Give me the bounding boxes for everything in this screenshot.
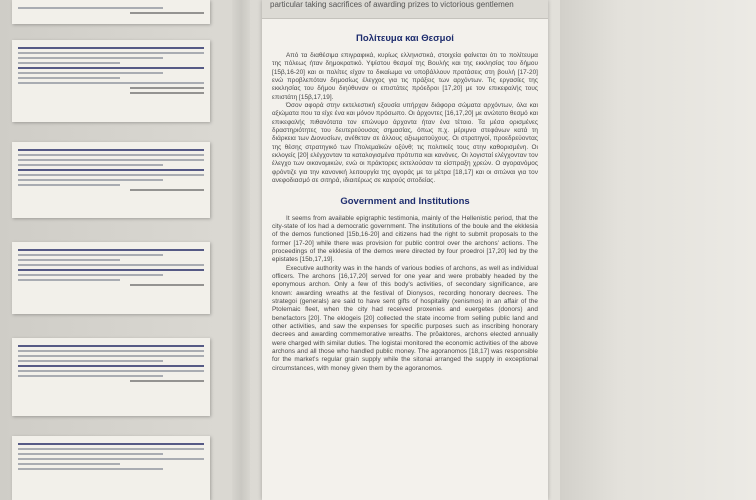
plaque-text-line <box>18 370 204 372</box>
plaque-text-line <box>18 360 163 362</box>
plaque-text-line <box>18 279 120 281</box>
plaque-title-line <box>18 67 204 69</box>
plaque-text-line <box>18 264 204 266</box>
plaque-text-line <box>18 375 163 377</box>
label-plaque-5 <box>12 338 210 416</box>
label-plaque-3 <box>12 142 210 218</box>
plaque-text-line <box>130 87 204 89</box>
plaque-text-line <box>18 52 204 54</box>
plaque-text-line <box>18 184 120 186</box>
plaque-text-line <box>130 92 204 94</box>
plaque-text-line <box>18 159 204 161</box>
plaque-text-line <box>18 274 163 276</box>
plaque-title-line <box>18 345 204 347</box>
plaque-text-line <box>18 259 120 261</box>
label-plaque-2 <box>12 40 210 122</box>
plaque-text-line <box>18 355 204 357</box>
plaque-text-line <box>18 448 204 450</box>
plaque-text-line <box>130 12 204 14</box>
plaque-text-line <box>18 82 204 84</box>
plaque-text-line <box>18 164 163 166</box>
plaque-text-line <box>18 72 163 74</box>
label-plaque-1 <box>12 0 210 24</box>
plaque-text-line <box>18 174 204 176</box>
plaque-text-line <box>130 284 204 286</box>
label-plaque-4 <box>12 242 210 314</box>
label-plaque-6 <box>12 436 210 500</box>
plaque-title-line <box>18 149 204 151</box>
plaque-title-line <box>18 443 204 445</box>
plaque-text-line <box>18 154 204 156</box>
top-strip: particular taking sacrifices of awarding prizes to victorious gentlemen <box>262 0 548 19</box>
plaque-title-line <box>18 169 204 171</box>
greek-paragraph-2: Όσον αφορά στην εκτελεστική εξουσία υπήρχαν διάφορα σώματα αρχόντων, όλα και αξιώματα που τα είχε ένα και μόνον πρόσωπο. Οι άρχοντες [16,17,20] με ανώτατο θεσμό και επικεφαλής πιθανότατα τον επώνυμο άρχοντα ήταν ένα τέτοιο. Τα μέσα ορισμένες δραστηριότητες του δευτερεύουσας σημασίας, όπως π.χ. μέριμνα στεφάνων κατά τη διάρκεια των Διονυσίων, ανέθεταν σε άλλους αξιωματούχους. Οι στρατηγοί, προεδρεύοντας της θέσης στρατηγικό των Πτολεμαϊκών οξύνθ; τις πολιτικές τους στην καθορισμένη. Οι εκλογείς [20] ελέγχονταν τα καταλογισμένα πρότυπα και κανόνες. Οι λογισταί ελέγχονταν τον έλεγχο των οικονομικών, ενώ οι πράκτορες εκτελούσαν τα είσπραξη χρεών. Ο αγορανόμος φρόντιζε για την κανονική λειτουργία της αγοράς με τα μέτρα [18,17] και οι σιτώναι για τον ανεφοδιασμό σε σιτηρά, ιδιαιτέρως σε καιρούς σιτοδείας. <box>272 102 538 185</box>
plaque-title-line <box>18 269 204 271</box>
plaque-text-line <box>18 62 120 64</box>
plaque-text-line <box>18 468 163 470</box>
plaque-text-line <box>18 254 163 256</box>
info-panel <box>262 0 548 500</box>
plaque-text-line <box>18 179 163 181</box>
plaque-text-line <box>18 463 120 465</box>
plaque-text-line <box>18 458 204 460</box>
wall-shadow <box>232 0 250 500</box>
plaque-title-line <box>18 47 204 49</box>
greek-heading: Πολίτευμα και Θεσμοί <box>356 33 454 44</box>
plaque-text-line <box>18 350 204 352</box>
plaque-text-line <box>18 7 163 9</box>
greek-paragraph-1: Από τα διαθέσιμα επιγραφικά, κυρίως ελληνιστικά, στοιχεία φαίνεται ότι το πολίτευμα της πόλεως ήταν δημοκρατικό. Υψίστου θεσμοί της Βουλής και της εκκλησίας του δήμου [15β,16-20] και οι πολίτες είχαν το δικαίωμα να υποβάλλουν προτάσεις στη βουλή [17-20] ενώ προβλεπόταν δημοσίως έλεγχος για τις πράξεις των αρχόντων. Τις εργασίες της εκκλησίας του δήμου διηύθυναν οι επιστάτες πρόεδροι [17,20] με τον επικεφαλής τους επιστάτη [15β,17,19]. <box>272 52 538 101</box>
bare-wall <box>560 0 756 500</box>
english-paragraph-2: Executive authority was in the hands of various bodies of archons, as well as individual officers. The archons [16,17,20] served for one year and were probably headed by the eponymous archon. Only a few of this body's activities, of secondary significance, are known: awarding wreaths at the festival of Dionysos, recording honorary decrees. The strategoi (generals) are said to have sent gifts of hospitality (xenismos) in an affair of the Ptolemaic fleet, when the city had received proxenies and euergetes (donors) and benefactors [20]. The eklogeis [20] collected the state income from selling public land and other activities, and saw the expenses for specific purposes such as inscribing honorary decrees and awarding commemorative wreaths. The prŏaktores, archons elected annually were charged with similar duties. The logistai monitored the economic activities of the above archons and all those who handled public money. The agoranomos [18,17] was responsible for the market's regular grain supply while the sitonai arranged the supply in exceptional circumstances, with money given them by the agoranomos. <box>272 264 538 372</box>
english-paragraph-1: It seems from available epigraphic testimonia, mainly of the Hellenistic period, that the city-state of Ios had a democratic government. The institutions of the boule and the ekklesia of the demos functioned [15b,16-20] and citizens had the right to submit proposals to the former [17-20] while there was provision for public control over the archons' actions. The proceedings of the ekklesia of the demos were directed by four proedroi [17,20] led by the epistates [15b,17,19]. <box>272 214 538 264</box>
plaque-text-line <box>18 57 163 59</box>
plaque-text-line <box>130 189 204 191</box>
plaque-title-line <box>18 365 204 367</box>
plaque-text-line <box>18 77 120 79</box>
plaque-title-line <box>18 249 204 251</box>
plaque-text-line <box>130 380 204 382</box>
english-heading: Government and Institutions <box>340 195 470 207</box>
plaque-text-line <box>18 453 163 455</box>
